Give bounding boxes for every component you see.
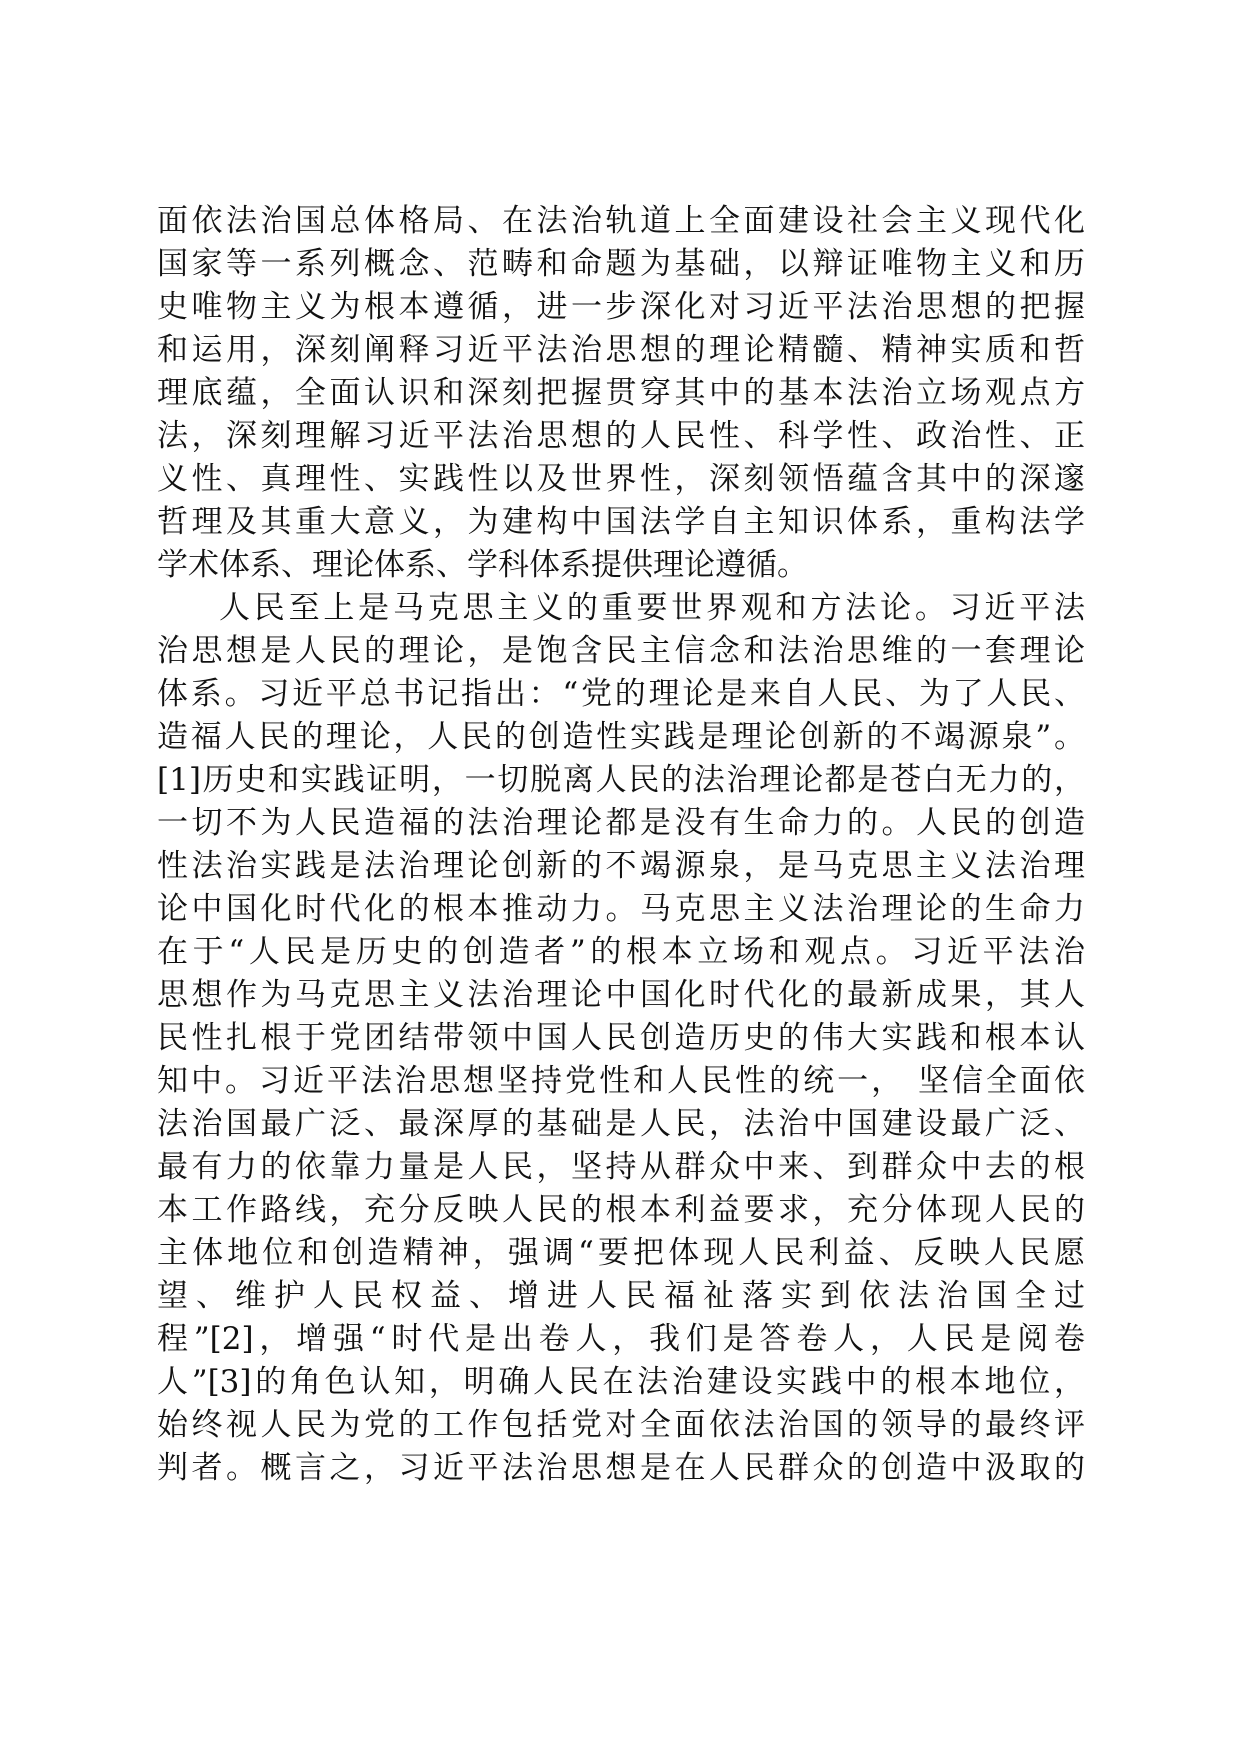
- text-line: 始终视人民为党的工作包括党对全面依法治国的领导的最终评: [157, 1407, 1085, 1443]
- text-line: 人”[3]的角色认知，明确人民在法治建设实践中的根本地位，: [157, 1364, 1085, 1400]
- text-line: 思想作为马克思主义法治理论中国化时代化的最新成果，其人: [157, 977, 1085, 1013]
- text-line: [1]历史和实践证明，一切脱离人民的法治理论都是苍白无力的，: [157, 762, 1085, 798]
- text-line: 最有力的依靠力量是人民，坚持从群众中来、到群众中去的根: [157, 1149, 1085, 1185]
- text-line: 法治国最广泛、最深厚的基础是人民，法治中国建设最广泛、: [157, 1106, 1085, 1142]
- text-line: 论中国化时代化的根本推动力。马克思主义法治理论的生命力: [157, 891, 1085, 927]
- text-line: 治思想是人民的理论，是饱含民主信念和法治思维的一套理论: [157, 633, 1085, 669]
- text-line: 造福人民的理论，人民的创造性实践是理论创新的不竭源泉”。: [157, 719, 1085, 755]
- text-line: 性法治实践是法治理论创新的不竭源泉，是马克思主义法治理: [157, 848, 1085, 884]
- text-line: 面依法治国总体格局、在法治轨道上全面建设社会主义现代化: [157, 203, 1085, 239]
- text-line: 程”[2]，增强“时代是出卷人，我们是答卷人，人民是阅卷: [157, 1321, 1085, 1357]
- text-line: 义性、真理性、实践性以及世界性，深刻领悟蕴含其中的深邃: [157, 461, 1085, 497]
- text-line: 法，深刻理解习近平法治思想的人民性、科学性、政治性、正: [157, 418, 1085, 454]
- paragraph-1: [157, 200, 1085, 587]
- text-line: 和运用，深刻阐释习近平法治思想的理论精髓、精神实质和哲: [157, 332, 1085, 368]
- text-line: 在于“人民是历史的创造者”的根本立场和观点。习近平法治: [157, 934, 1085, 970]
- text-line: 民性扎根于党团结带领中国人民创造历史的伟大实践和根本认: [157, 1020, 1085, 1056]
- body-text: [157, 200, 1085, 1490]
- text-line: 史唯物主义为根本遵循，进一步深化对习近平法治思想的把握: [157, 289, 1085, 325]
- text-line: 哲理及其重大意义，为建构中国法学自主知识体系，重构法学: [157, 504, 1085, 540]
- text-line: 知中。习近平法治思想坚持党性和人民性的统一， 坚信全面依: [157, 1063, 1085, 1099]
- text-line: 体系。习近平总书记指出：“党的理论是来自人民、为了人民、: [157, 676, 1085, 712]
- text-line: 望、维护人民权益、增进人民福祉落实到依法治国全过: [157, 1278, 1085, 1314]
- text-line: 理底蕴，全面认识和深刻把握贯穿其中的基本法治立场观点方: [157, 375, 1085, 411]
- text-line: 本工作路线，充分反映人民的根本利益要求，充分体现人民的: [157, 1192, 1085, 1228]
- text-line: 学术体系、理论体系、学科体系提供理论遵循。: [157, 547, 808, 583]
- text-line: 国家等一系列概念、范畴和命题为基础，以辩证唯物主义和历: [157, 246, 1085, 282]
- paragraph-2: [157, 587, 1085, 1490]
- text-line: 判者。概言之，习近平法治思想是在人民群众的创造中汲取的: [157, 1450, 1085, 1486]
- text-line: 人民至上是马克思主义的重要世界观和方法论。习近平法: [219, 590, 1085, 626]
- text-line: 主体地位和创造精神，强调“要把体现人民利益、反映人民愿: [157, 1235, 1085, 1271]
- text-line: 一切不为人民造福的法治理论都是没有生命力的。人民的创造: [157, 805, 1085, 841]
